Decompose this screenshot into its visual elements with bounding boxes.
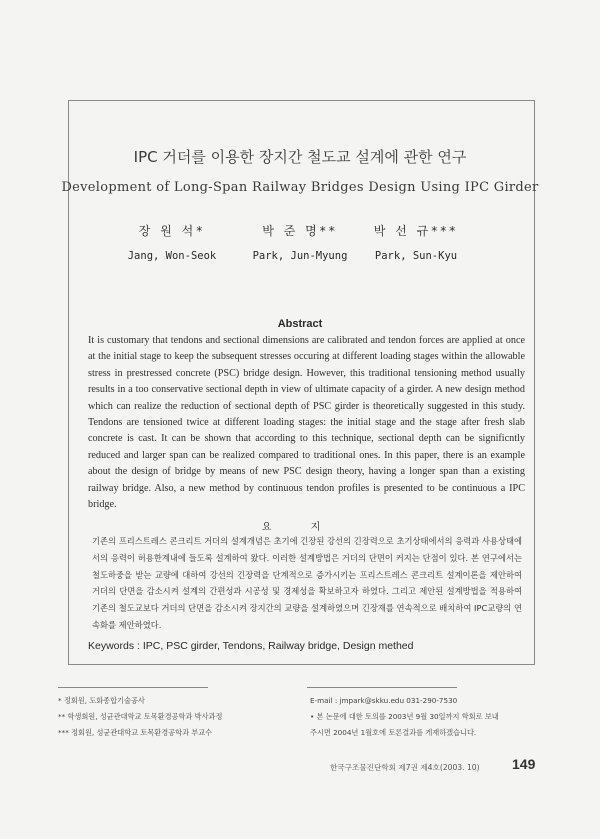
paper-title-korean: IPC 거더를 이용한 장지간 철도교 설계에 관한 연구 xyxy=(133,148,467,166)
footnote-discussion-1: • 본 논문에 대한 토의를 2003년 9월 30일까지 학회로 보내 xyxy=(310,712,499,721)
author-3 xyxy=(351,222,481,262)
korean-summary-heading: 요 지 xyxy=(261,522,339,533)
korean-summary-text: 기존의 프리스트레스 콘크리트 거더의 설계개념은 초기에 긴장된 강선의 긴장력으로 초기상태에서의 응력과 사용상태에서의 응력이 허용한계내에 들도록 설계하여 왔다. 이러한 설계방법은 거더의 단면이 커지는 단점이 있다. 본 연구에서는 철도하중을 받는 교량에 대하여 강선의 긴장력을 단계적으로 증가시키는 프리스트레스 콘크리트 설계이론을 제안하여 거더의 단면을 감소시켜 설계의 간편성과 시공성 및 경제성을 확보하고자 하였다. 그리고 제안된 설계방법을 적용하여 기존의 철도교보다 거더의 단면을 감소시켜 장지간의 교량을 설계하였으며 긴장재를 연속적으로 배치하여 IPC교량의 연속화를 제안하였다. xyxy=(92,536,522,630)
footnote-affiliation-1: * 정회원, 도화종합기술공사 xyxy=(58,696,145,705)
page-number: 149 xyxy=(512,756,536,772)
author-name-korean: 박 준 명** xyxy=(262,224,338,238)
author-name-english: Jang, Won-Seok xyxy=(127,250,217,262)
journal-citation-footer: 한국구조물진단학회 제7권 제4호(2003. 10) xyxy=(330,763,480,772)
abstract-heading: Abstract xyxy=(277,318,323,330)
keywords-line: Keywords : IPC, PSC girder, Tendons, Railway bridge, Design methed xyxy=(88,640,414,652)
keywords-list: IPC, PSC girder, Tendons, Railway bridge, Design methed xyxy=(142,640,414,652)
author-name-english: Park, Jun-Myung xyxy=(252,250,348,262)
footnote-divider-left xyxy=(58,687,208,688)
footnote-email: E-mail : jmpark@skku.edu 031-290-7530 xyxy=(310,696,458,705)
author-name-english: Park, Sun-Kyu xyxy=(374,250,458,262)
author-1 xyxy=(107,222,237,262)
contact-and-discussion-note xyxy=(310,693,535,741)
author-2 xyxy=(235,222,365,262)
keywords-label: Keywords xyxy=(88,640,135,652)
author-name-korean: 박 선 규*** xyxy=(373,224,459,238)
footnote-divider-right xyxy=(307,687,457,688)
footnote-affiliation-2: ** 학생회원, 성균관대학교 토목환경공학과 박사과정 xyxy=(58,712,223,721)
abstract-text: It is customary that tendons and sectional dimensions are calibrated and tendon forces are applied at once at the initial stage to keep the subsequent stresses occuring at different loading stages within the allowable stress in prestressed concrete (PSC) bridge design. However, this traditional tensioning method usually results in a too conservative sectional depth in view of ultimate capacity of a girder. A new design method which can realize the reduction of sectional depth of PSC girder is theoretically suggested in this study. Tendons are tensioned twice at different loading stages: the initial stage and the stage after fresh slab concrete is cast. It can be shown that according to this technique, sectional depth can be significntly reduced and larger span can be realized compared to traditional ones. In this paper, there is an example about the design of bridge by means of new PSC design theory, having a longer span than a existing railway bridge. Also, a new method by continuous tendon profiles is presented to be continuous a IPC bridge. xyxy=(88,335,525,511)
author-name-korean: 장 원 석* xyxy=(138,224,206,238)
footnote-discussion-2: 주시면 2004년 1월호에 토론결과를 게재하겠습니다. xyxy=(310,728,477,737)
paper-title-english: Development of Long-Span Railway Bridges Design Using IPC Girder xyxy=(61,180,539,195)
footnote-affiliation-3: *** 정회원, 성균관대학교 토목환경공학과 부교수 xyxy=(58,728,213,737)
author-affiliations xyxy=(58,693,303,741)
